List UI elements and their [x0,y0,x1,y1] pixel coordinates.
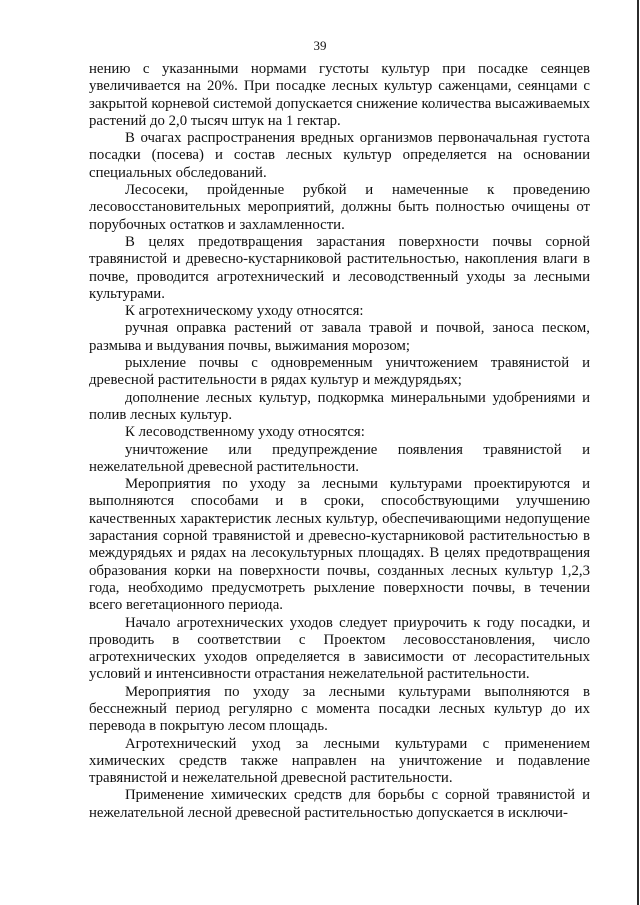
paragraph: Агротехнический уход за лесными культурами с применением химических средств также направлен на уничтожение и подавление травянистой и нежелательной древесной растительности. [89,735,590,787]
document-body [89,61,590,822]
paragraph: Применение химических средств для борьбы с сорной травянистой и нежелательной лесной древесной растительностью допускается в исключи- [89,787,590,821]
paragraph: В очагах распространения вредных организмов первоначальная густота посадки (посева) и состав лесных культур определяется на основании специальных обследований. [89,130,590,181]
paragraph: Мероприятия по уходу за лесными культурами выполняются в бесснежный период регулярно с момента посадки лесных культур до их перевода в покрытую лесом площадь. [89,683,590,735]
paragraph: нению с указанными нормами густоты культур при посадке сеянцев увеличивается на 20%. При посадке лесных культур саженцами, сеянцами с закрытой корневой системой допускается снижение количества высаживаемых растений до 2,0 тысяч штук на 1 гектар. [89,61,590,129]
paragraph: дополнение лесных культур, подкормка минеральными удобрениями и полив лесных культур. [89,389,590,423]
paragraph: К агротехническому уходу относятся: [125,303,364,320]
paragraph: рыхление почвы с одновременным уничтожением травянистой и древесной растительности в рядах культур и междурядьях; [89,355,590,389]
paragraph: Начало агротехнических уходов следует приурочить к году посадки, и проводить в соответствии с Проектом лесовосстановления, число агротехнических уходов определяется в зависимости от лесорастительных условий и интенсивности отрастания нежелательной растительности. [89,614,590,683]
paragraph: Лесосеки, пройденные рубкой и намеченные к проведению лесовосстановительных мероприятий, должны быть полностью очищены от порубочных остатков и захламленности. [89,182,590,233]
scan-edge-line [637,0,639,905]
paragraph: К лесоводственному уходу относятся: [125,424,365,441]
page-number: 39 [313,38,327,53]
paragraph: уничтожение или предупреждение появления травянистой и нежелательной древесной растительности. [89,441,590,475]
paragraph: ручная оправка растений от завала травой и почвой, заноса песком, размыва и выдувания почвы, выжимания морозом; [89,320,590,354]
paragraph: В целях предотвращения зарастания поверхности почвы сорной травянистой и древесно-кустарниковой растительностью, накопления влаги в почве, проводится агротехнический и лесоводственный уходы за лесными культурами. [89,233,590,302]
paragraph: Мероприятия по уходу за лесными культурами проектируются и выполняются способами и в сроки, способствующими улучшению качественных характеристик лесных культур, обеспечивающими недопущение зарастания сорной травянистой и древесно-кустарниковой растительностью в междурядьях и рядах на лесокультурных площадях. В целях предотвращения образования корки на поверхности почвы, созданных лесных культур 1,2,3 года, необходимо предусмотреть рыхление поверхности почвы, в течении всего вегетационного периода. [89,476,590,614]
